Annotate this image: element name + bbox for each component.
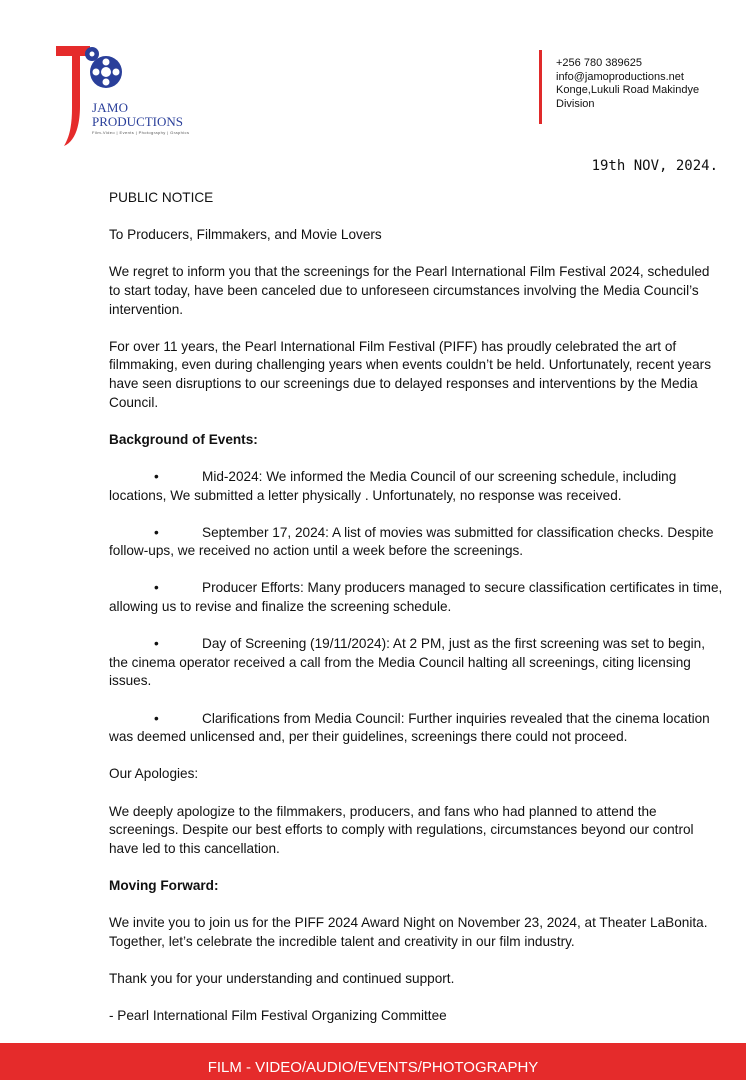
- logo-name-line1: JAMO: [92, 100, 129, 115]
- contact-address-line1: Konge,Lukuli Road Makindye: [556, 84, 700, 96]
- logo-j-shape: [56, 46, 90, 146]
- list-item: [109, 524, 723, 561]
- logo-wordmark: [92, 101, 183, 128]
- list-item-text: Clarifications from Media Council: Further inquiries revealed that the cinema location was deemed unlicensed and, per their guidelines, screenings there could not proceed.: [109, 710, 710, 745]
- contact-divider: [539, 50, 542, 124]
- background-list: [109, 468, 723, 747]
- list-item: [109, 579, 723, 616]
- bullet-symbol: •: [154, 524, 159, 540]
- bullet-symbol: •: [154, 710, 159, 726]
- list-item-text: Day of Screening (19/11/2024): At 2 PM, just as the first screening was set to begin, the cinema operator received a call from the Media Council halting all screenings, citing licensing issues.: [109, 636, 705, 689]
- history-paragraph: For over 11 years, the Pearl International Film Festival (PIFF) has proudly celebrated the art of filmmaking, even during challenging years when events couldn’t be held. Unfortunately, recent years have seen disruptions to our screenings due to delayed responses and interventions by the Media Council.: [109, 338, 711, 410]
- signature-line: - Pearl International Film Festival Organizing Committee: [109, 1008, 447, 1024]
- bullet-symbol: •: [154, 636, 159, 652]
- bullet-symbol: •: [154, 580, 159, 596]
- letter-date: 19th NOV, 2024.: [591, 158, 718, 174]
- notice-title: PUBLIC NOTICE: [109, 190, 214, 205]
- contact-block: [556, 57, 699, 111]
- thanks-line: Thank you for your understanding and continued support.: [109, 970, 455, 986]
- letter-body: [109, 189, 723, 1044]
- list-item-text: Mid-2024: We informed the Media Council of our screening schedule, including locations, We submitted a letter physically . Unfortunately, no response was received.: [109, 468, 677, 503]
- contact-address-line2: Division: [556, 97, 595, 110]
- salutation: To Producers, Filmmakers, and Movie Lovers: [109, 227, 382, 243]
- logo-tagline: Film-Video | Events | Photography | Graphics: [92, 130, 190, 135]
- list-item: [109, 710, 723, 747]
- list-item: [109, 635, 723, 691]
- list-item-text: Producer Efforts: Many producers managed to secure classification certificates in time, allowing us to revise and finalize the screening schedule.: [109, 580, 723, 615]
- intro-paragraph: We regret to inform you that the screenings for the Pearl International Film Festival 2024, scheduled to start today, have been canceled due to unforeseen circumstances involving the Media Council’s intervention.: [109, 264, 710, 317]
- list-item-text: September 17, 2024: A list of movies was submitted for classification checks. Despite follow-ups, we received no action until a week before the screenings.: [109, 524, 714, 559]
- footer-banner: [0, 1043, 746, 1080]
- apologies-paragraph: We deeply apologize to the filmmakers, producers, and fans who had planned to attend the screenings. Despite our best efforts to comply with regulations, circumstances beyond our control have led to this cancellation.: [109, 803, 694, 856]
- logo-name-line2: PRODUCTIONS: [92, 114, 184, 129]
- film-reel-icon: [85, 47, 122, 88]
- contact-email: info@jamoproductions.net: [556, 70, 684, 83]
- forward-heading: Moving Forward:: [109, 877, 219, 893]
- apologies-heading: Our Apologies:: [109, 766, 199, 782]
- bullet-symbol: •: [154, 468, 159, 484]
- footer-text: FILM - VIDEO/AUDIO/EVENTS/PHOTOGRAPHY: [207, 1059, 539, 1076]
- forward-paragraph: We invite you to join us for the PIFF 2024 Award Night on November 23, 2024, at Theater LaBonita. Together, let’s celebrate the incredible talent and creativity in our film industry.: [109, 915, 708, 949]
- background-heading: Background of Events:: [109, 431, 258, 447]
- list-item: [109, 468, 723, 505]
- contact-phone: +256 780 389625: [556, 57, 642, 69]
